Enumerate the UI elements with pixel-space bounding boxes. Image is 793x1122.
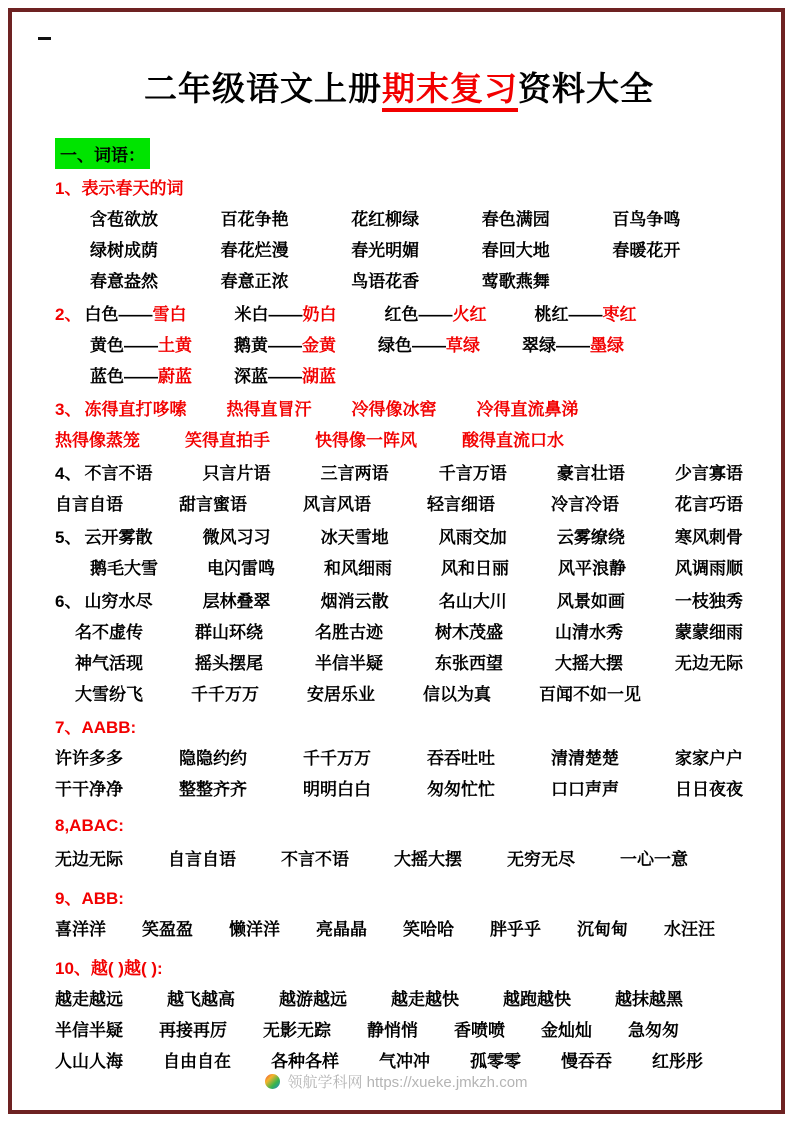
word: 越跑越快 <box>503 989 571 1009</box>
word: 大雪纷飞 <box>75 684 143 704</box>
word: 吞吞吐吐 <box>427 748 495 768</box>
word-row <box>55 584 743 615</box>
section-heading: 9、ABB: <box>55 888 124 908</box>
color-answer: 草绿 <box>446 335 480 355</box>
word-row <box>55 456 743 487</box>
color-answer: 金黄 <box>302 335 336 355</box>
word: 风雨交加 <box>438 527 507 547</box>
word: 喜洋洋 <box>55 919 106 939</box>
section-yue-pattern <box>55 951 743 1075</box>
color-pair <box>90 362 192 387</box>
word: 千言万语 <box>438 463 507 483</box>
word: 三言两语 <box>320 463 389 483</box>
word: 沉甸甸 <box>577 919 628 939</box>
corner-mark <box>38 37 51 40</box>
section-heading: 7、AABB: <box>55 717 137 737</box>
word-group <box>55 300 186 325</box>
word: 山清水秀 <box>555 622 623 642</box>
word: 风平浪静 <box>558 558 626 578</box>
word: 无穷无尽 <box>507 849 575 869</box>
word: 春回大地 <box>481 240 550 260</box>
word: 自言自语 <box>168 849 236 869</box>
section-heading: 10、越( )越( ): <box>55 958 163 978</box>
word: 千千万万 <box>191 684 259 704</box>
word: 笑得直拍手 <box>185 430 270 450</box>
word: 明明白白 <box>303 779 371 799</box>
row-label: 6、 <box>55 591 82 611</box>
word: 春光明媚 <box>351 240 420 260</box>
word-sections <box>55 171 743 1075</box>
word: 风和日丽 <box>441 558 509 578</box>
word: 急匆匆 <box>628 1020 679 1040</box>
word-row <box>55 520 743 551</box>
word: 东张西望 <box>435 653 503 673</box>
word: 豪言壮语 <box>556 463 625 483</box>
word: 水汪汪 <box>664 919 715 939</box>
color-name: 桃红—— <box>534 304 603 324</box>
word: 云开雾散 <box>84 527 153 547</box>
site-logo-icon <box>265 1074 280 1089</box>
color-pair <box>384 300 486 325</box>
section-heading: 8,ABAC: <box>55 816 124 836</box>
word: 云雾缭绕 <box>556 527 625 547</box>
footer-watermark <box>0 1071 793 1092</box>
color-pair <box>534 300 636 325</box>
word: 无边无际 <box>55 849 123 869</box>
word: 冷得直流鼻涕 <box>476 399 579 419</box>
word-group <box>55 395 186 420</box>
title-part3: 资料大全 <box>518 70 654 107</box>
word-row <box>55 615 743 646</box>
word: 冷得像冰窖 <box>351 399 437 419</box>
word: 摇头摆尾 <box>195 653 263 673</box>
word-row <box>55 233 743 264</box>
section-yan-words <box>55 456 743 518</box>
word: 越走越远 <box>55 989 123 1009</box>
word: 家家户户 <box>675 748 743 768</box>
worksheet-content <box>55 64 743 1075</box>
word: 千千万万 <box>303 748 371 768</box>
word: 百花争艳 <box>220 209 289 229</box>
section-heading: 1、表示春天的词 <box>55 178 184 198</box>
word: 微风习习 <box>202 527 271 547</box>
color-name: 红色—— <box>384 304 453 324</box>
color-pair <box>234 300 336 325</box>
color-name: 蓝色—— <box>90 366 158 386</box>
word: 越抹越黑 <box>615 989 683 1009</box>
word: 再接再厉 <box>159 1020 227 1040</box>
word: 自由自在 <box>163 1051 231 1071</box>
word: 清清楚楚 <box>551 748 619 768</box>
word: 半信半疑 <box>55 1020 123 1040</box>
row-label: 5、 <box>55 527 82 547</box>
color-answer: 土黄 <box>158 335 192 355</box>
word: 无影无踪 <box>263 1020 331 1040</box>
word: 人山人海 <box>55 1051 123 1071</box>
word: 静悄悄 <box>367 1020 418 1040</box>
word: 大摇大摆 <box>555 653 623 673</box>
word: 不言不语 <box>84 463 153 483</box>
word: 香喷喷 <box>454 1020 505 1040</box>
color-answer: 雪白 <box>152 304 187 324</box>
word: 风言风语 <box>303 494 371 514</box>
section-weather-words <box>55 520 743 582</box>
word: 春意正浓 <box>220 271 289 291</box>
word: 少言寡语 <box>674 463 743 483</box>
color-answer: 墨绿 <box>590 335 624 355</box>
word-row <box>55 646 743 677</box>
word-group <box>55 523 152 548</box>
color-pair <box>378 331 480 356</box>
word: 花言巧语 <box>675 494 743 514</box>
word-group <box>55 459 152 484</box>
color-pair <box>522 331 624 356</box>
word: 气冲冲 <box>379 1051 430 1071</box>
section-abb <box>55 881 743 943</box>
word-row <box>55 297 743 328</box>
word: 绿树成荫 <box>90 240 158 260</box>
word: 快得像一阵风 <box>315 430 417 450</box>
section-aabb <box>55 710 743 803</box>
word: 各种各样 <box>271 1051 339 1071</box>
word: 百闻不如一见 <box>539 684 641 704</box>
word: 金灿灿 <box>541 1020 592 1040</box>
word: 匆匆忙忙 <box>427 779 495 799</box>
word: 蒙蒙细雨 <box>675 622 743 642</box>
word: 一枝独秀 <box>674 591 743 611</box>
word: 整整齐齐 <box>179 779 247 799</box>
word: 冷言冷语 <box>551 494 619 514</box>
color-answer: 枣红 <box>602 304 637 324</box>
word: 安居乐业 <box>307 684 375 704</box>
word: 越游越远 <box>279 989 347 1009</box>
word: 越飞越高 <box>167 989 235 1009</box>
word: 孤零零 <box>470 1051 521 1071</box>
color-name: 白色—— <box>84 304 153 324</box>
title-part1: 二年级语文上册 <box>144 70 382 107</box>
word: 不言不语 <box>281 849 349 869</box>
word: 只言片语 <box>202 463 271 483</box>
word: 名不虚传 <box>75 622 143 642</box>
word-row <box>55 202 743 233</box>
color-name: 翠绿—— <box>522 335 590 355</box>
color-pair <box>234 331 336 356</box>
word: 信以为真 <box>423 684 491 704</box>
word: 春意盎然 <box>90 271 158 291</box>
word: 名山大川 <box>438 591 507 611</box>
color-answer: 火红 <box>452 304 487 324</box>
color-name: 鹅黄—— <box>234 335 302 355</box>
section-abac <box>55 811 743 873</box>
word: 鹅毛大雪 <box>90 558 158 578</box>
word: 神气活现 <box>75 653 143 673</box>
color-answer: 湖蓝 <box>302 366 336 386</box>
row-label: 4、 <box>55 463 82 483</box>
word: 慢吞吞 <box>561 1051 612 1071</box>
word: 亮晶晶 <box>316 919 367 939</box>
word-row <box>55 487 743 518</box>
word: 含苞欲放 <box>90 209 158 229</box>
color-pair <box>84 300 186 325</box>
word: 越走越快 <box>391 989 459 1009</box>
word: 干干净净 <box>55 779 123 799</box>
section-one-words-heading: 一、词语： <box>55 138 150 169</box>
word-row <box>55 423 743 454</box>
word: 口口声声 <box>551 779 619 799</box>
word: 轻言细语 <box>427 494 495 514</box>
word: 无边无际 <box>675 653 743 673</box>
color-name: 黄色—— <box>90 335 158 355</box>
word: 冰天雪地 <box>320 527 389 547</box>
color-pair <box>234 362 336 387</box>
word: 风调雨顺 <box>675 558 743 578</box>
row-label: 2、 <box>55 304 82 324</box>
color-name: 深蓝—— <box>234 366 302 386</box>
word: 层林叠翠 <box>202 591 271 611</box>
word: 许许多多 <box>55 748 123 768</box>
word: 春色满园 <box>481 209 550 229</box>
page-title <box>55 70 743 108</box>
section-spring-words <box>55 171 743 295</box>
word-row <box>55 392 743 423</box>
word: 树木茂盛 <box>435 622 503 642</box>
color-name: 米白—— <box>234 304 303 324</box>
word: 电闪雷鸣 <box>207 558 275 578</box>
color-answer: 蔚蓝 <box>158 366 192 386</box>
word-row <box>55 842 743 873</box>
color-answer: 奶白 <box>302 304 337 324</box>
word: 笑盈盈 <box>142 919 193 939</box>
word-row <box>55 741 743 772</box>
word: 一心一意 <box>620 849 688 869</box>
footer-site-text: 领航学科网 https://xueke.jmkzh.com <box>287 1074 528 1091</box>
word-row <box>55 772 743 803</box>
color-pair <box>90 331 192 356</box>
word: 群山环绕 <box>195 622 263 642</box>
word: 烟消云散 <box>320 591 389 611</box>
word: 半信半疑 <box>315 653 383 673</box>
section-scenery-idioms <box>55 584 743 708</box>
word: 山穷水尽 <box>84 591 153 611</box>
word: 懒洋洋 <box>229 919 280 939</box>
word-group <box>55 587 152 612</box>
word-row <box>55 359 743 390</box>
section-de-phrases <box>55 392 743 454</box>
color-name: 绿色—— <box>378 335 446 355</box>
word: 红彤彤 <box>652 1051 703 1071</box>
word: 百鸟争鸣 <box>612 209 681 229</box>
word-row <box>55 677 743 708</box>
word-row <box>55 1013 743 1044</box>
word: 和风细雨 <box>324 558 392 578</box>
word: 春暖花开 <box>612 240 681 260</box>
word-row <box>55 912 743 943</box>
word: 笑哈哈 <box>403 919 454 939</box>
word: 风景如画 <box>556 591 625 611</box>
word: 大摇大摆 <box>394 849 462 869</box>
word: 寒风刺骨 <box>674 527 743 547</box>
row-label: 3、 <box>55 399 82 419</box>
word-row <box>55 982 743 1013</box>
word-row <box>55 551 743 582</box>
word: 莺歌燕舞 <box>481 271 550 291</box>
section-color-match <box>55 297 743 390</box>
word: 冻得直打哆嗦 <box>84 399 187 419</box>
word: 热得像蒸笼 <box>55 430 140 450</box>
word: 日日夜夜 <box>675 779 743 799</box>
word-row <box>55 264 743 295</box>
word: 甜言蜜语 <box>179 494 247 514</box>
word: 名胜古迹 <box>315 622 383 642</box>
word: 胖乎乎 <box>490 919 541 939</box>
word: 热得直冒汗 <box>226 399 312 419</box>
word: 春花烂漫 <box>220 240 289 260</box>
word: 酸得直流口水 <box>462 430 564 450</box>
word-row <box>55 328 743 359</box>
title-highlight: 期末复习 <box>382 70 518 112</box>
word: 隐隐约约 <box>179 748 247 768</box>
word: 花红柳绿 <box>351 209 420 229</box>
word: 鸟语花香 <box>351 271 420 291</box>
word: 自言自语 <box>55 494 123 514</box>
